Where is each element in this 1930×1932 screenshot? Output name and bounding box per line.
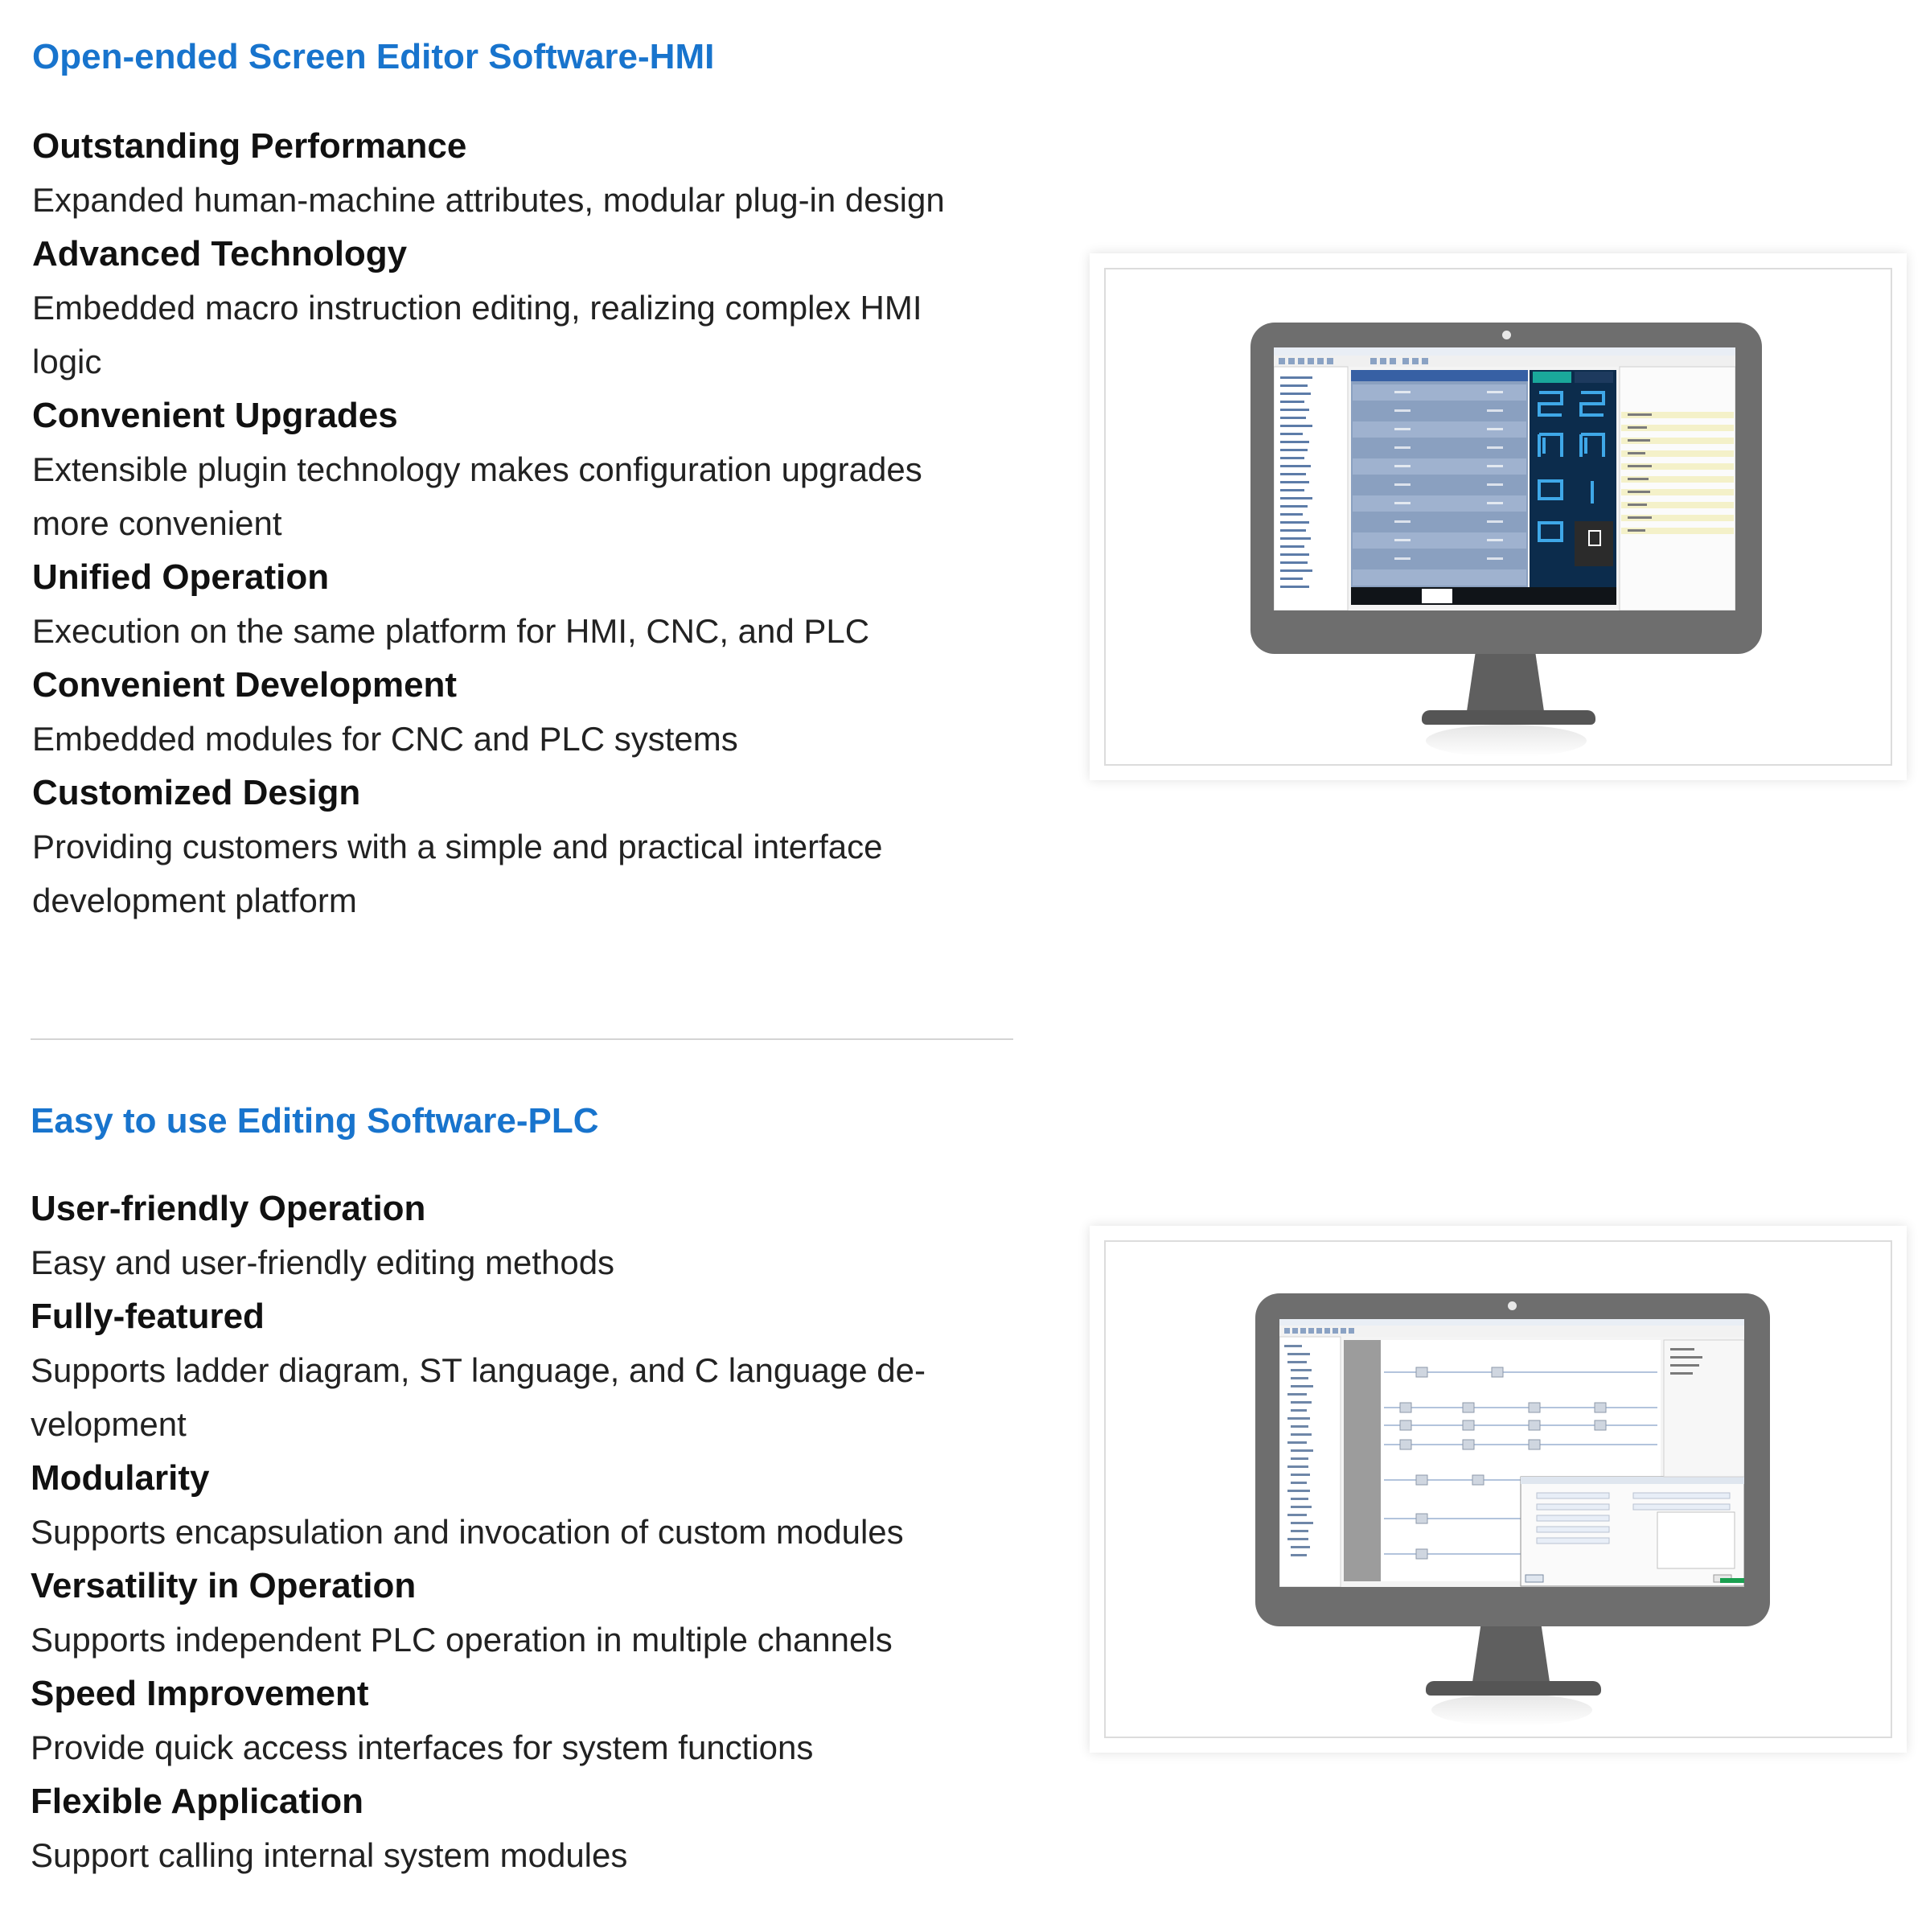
plc-product-image [1090, 1226, 1907, 1753]
feature-desc: Providing customers with a simple and practical interface development platform [32, 828, 883, 919]
feature-title: Fully-featured [31, 1297, 265, 1336]
feature-title: Unified Operation [32, 557, 330, 597]
feature-title: Outstanding Performance [32, 126, 467, 166]
hmi-feature-list [32, 119, 965, 927]
monitor-stand-neck [1466, 652, 1545, 717]
image-frame [1104, 1240, 1892, 1738]
monitor-illustration [1106, 1242, 1891, 1737]
section-divider [31, 1038, 1013, 1040]
monitor-shadow [1426, 725, 1587, 757]
feature-desc: Extensible plugin technology makes configuration upgrades more convenient [32, 450, 922, 542]
hmi-feature-1 [32, 119, 965, 227]
monitor-shadow [1431, 1694, 1592, 1726]
plc-feature-2 [31, 1289, 963, 1451]
monitor-stand-base [1426, 1681, 1601, 1696]
feature-desc: Supports independent PLC operation in multiple channels [31, 1621, 893, 1659]
feature-title: Advanced Technology [32, 234, 408, 273]
feature-desc: Execution on the same platform for HMI, CNC, and PLC [32, 612, 870, 650]
feature-desc: Easy and user-friendly editing methods [31, 1243, 615, 1281]
hmi-feature-3 [32, 388, 965, 550]
feature-desc: Supports ladder diagram, ST language, and C language de-velopment [31, 1351, 926, 1443]
plc-screen-svg [1279, 1319, 1744, 1587]
feature-title: Convenient Upgrades [32, 396, 398, 435]
monitor-illustration [1106, 269, 1891, 764]
feature-desc: Embedded macro instruction editing, realizing complex HMI logic [32, 289, 922, 380]
feature-desc: Provide quick access interfaces for system functions [31, 1729, 814, 1766]
image-frame [1104, 268, 1892, 766]
monitor-camera [1508, 1301, 1517, 1310]
feature-title: Modularity [31, 1458, 210, 1498]
hmi-screen-svg [1274, 347, 1735, 610]
hmi-editor-screen [1274, 347, 1735, 610]
monitor-stand-neck [1472, 1623, 1550, 1687]
hmi-product-image [1090, 253, 1907, 780]
plc-feature-1 [31, 1182, 963, 1289]
feature-desc: Support calling internal system modules [31, 1836, 628, 1874]
plc-feature-list [31, 1182, 963, 1882]
hmi-section-title: Open-ended Screen Editor Software-HMI [32, 37, 715, 76]
feature-desc: Expanded human-machine attributes, modular plug-in design [32, 181, 945, 219]
feature-title: Flexible Application [31, 1782, 363, 1821]
feature-desc: Embedded modules for CNC and PLC systems [32, 720, 738, 758]
feature-title: Convenient Development [32, 665, 458, 705]
hmi-feature-4 [32, 550, 965, 658]
hmi-feature-5 [32, 658, 965, 766]
feature-title: Customized Design [32, 773, 361, 812]
hmi-feature-2 [32, 227, 965, 388]
plc-feature-3 [31, 1451, 963, 1559]
feature-title: User-friendly Operation [31, 1189, 426, 1228]
feature-title: Versatility in Operation [31, 1566, 417, 1605]
plc-feature-5 [31, 1667, 963, 1774]
plc-feature-6 [31, 1774, 963, 1882]
monitor-camera [1502, 331, 1511, 339]
monitor-stand-base [1422, 710, 1595, 725]
feature-title: Speed Improvement [31, 1674, 369, 1713]
hmi-feature-6 [32, 766, 965, 927]
plc-feature-4 [31, 1559, 963, 1667]
plc-editor-screen [1279, 1319, 1744, 1587]
feature-desc: Supports encapsulation and invocation of custom modules [31, 1513, 904, 1551]
plc-section-title: Easy to use Editing Software-PLC [31, 1101, 599, 1141]
